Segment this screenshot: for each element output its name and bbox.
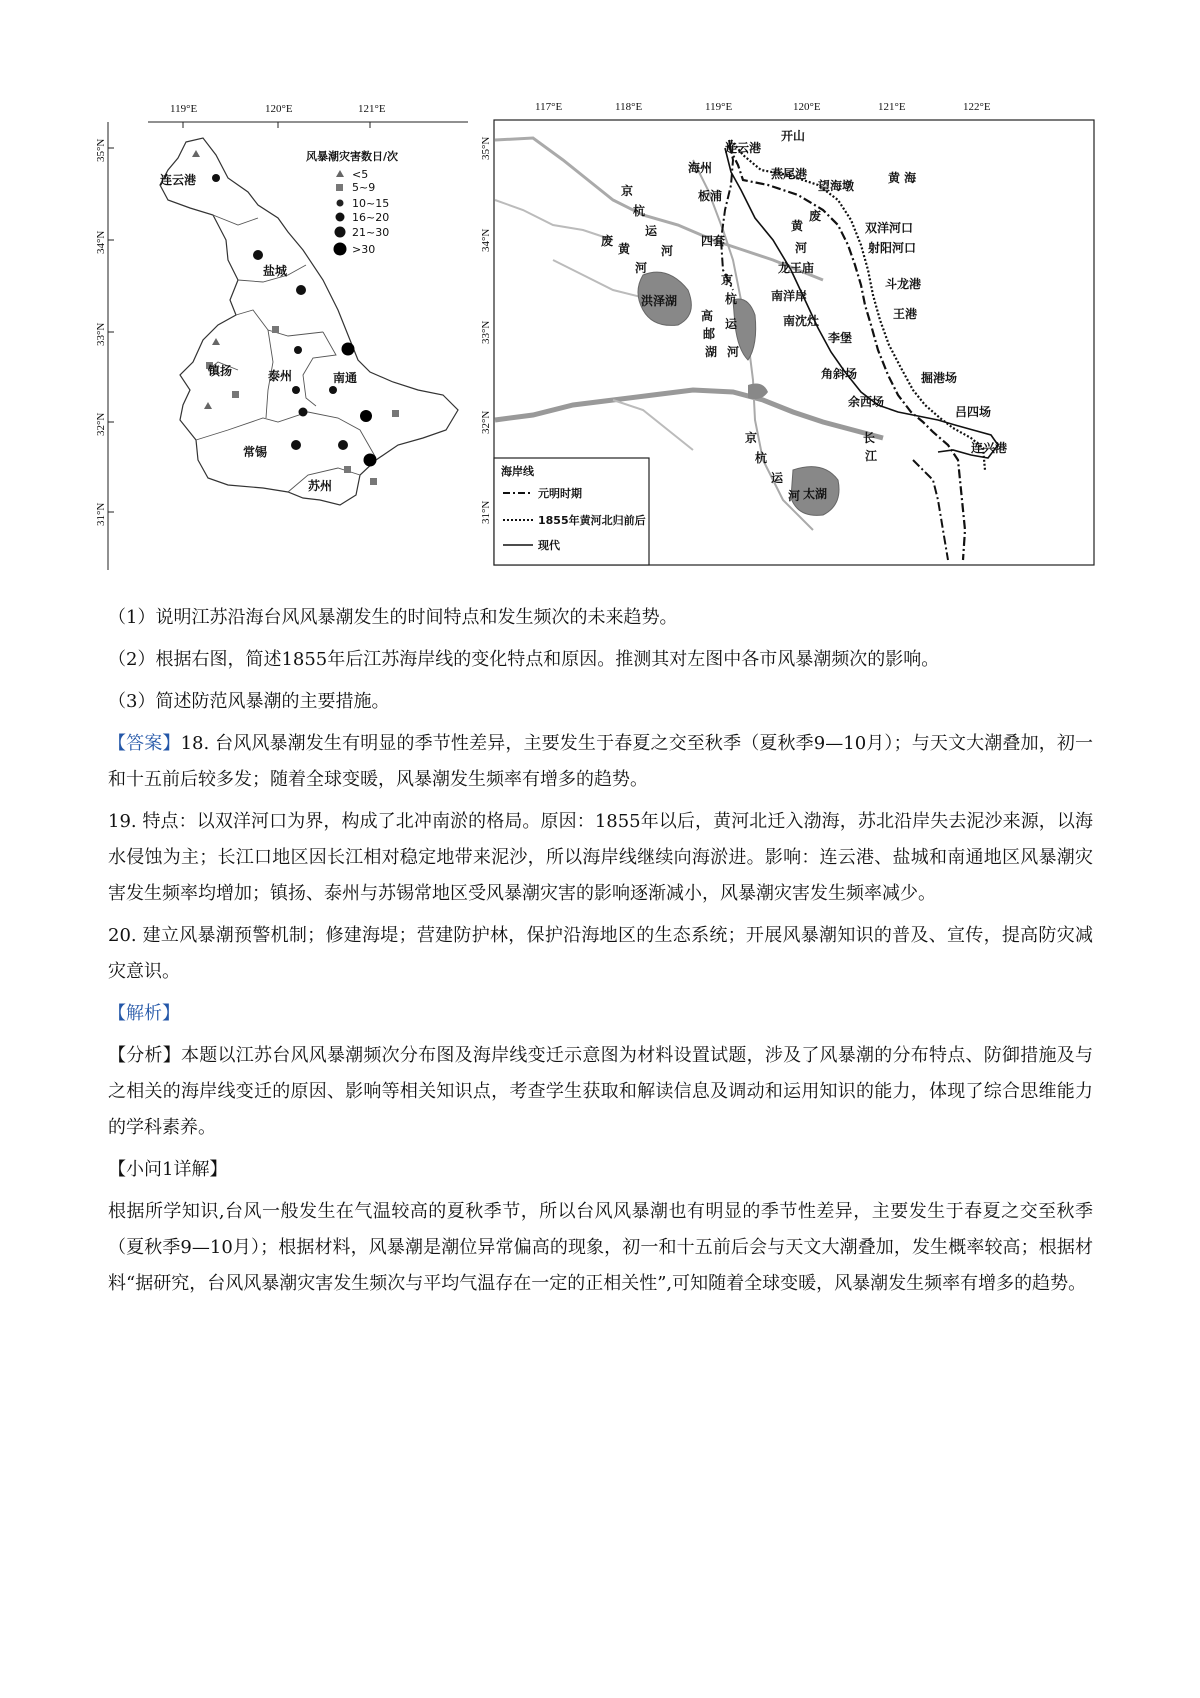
- label-lianxinggang: 连兴港: [971, 441, 1008, 455]
- lat-31: 31°N: [95, 502, 107, 526]
- svg-text:运: 运: [645, 224, 658, 238]
- svg-text:京: 京: [745, 431, 758, 445]
- sub-question-1-text: 根据所学知识,台风一般发生在气温较高的夏秋季节，所以台风风暴潮也有明显的季节性差异，主要发生于春夏之交至秋季（夏秋季9—10月）；根据材料，风暴潮是潮位异常偏高的现象，初一和十五前后会与天文大潮叠加，发生概率较高；根据材料“据研究，台风风暴潮灾害发生频次与平均气温存在一定的正相关性”,可知随着全球变暖，风暴潮发生频率有增多的趋势。: [108, 1201, 1093, 1294]
- left-map-storm-surge: [95, 100, 473, 580]
- legend-modern: 现代: [538, 539, 560, 552]
- analysis-label: 【解析】: [108, 1003, 180, 1024]
- label-sheyang: 射阳河口: [868, 241, 917, 255]
- svg-text:杭: 杭: [633, 204, 646, 218]
- svg-text:河: 河: [661, 244, 674, 258]
- label-jiang: 江: [865, 449, 878, 463]
- label-haizhou: 海州: [688, 161, 713, 175]
- lat-32-r: 32°N: [480, 410, 492, 434]
- label-libao: 李堡: [828, 331, 853, 345]
- label-kaishan: 开山: [781, 129, 806, 143]
- label-chang: 长: [863, 431, 876, 445]
- lon-119: 119°E: [705, 101, 733, 113]
- legend-yuanming: 元明时期: [538, 487, 582, 500]
- legend-lt5: <5: [352, 168, 369, 181]
- svg-text:河: 河: [727, 345, 740, 359]
- svg-text:河: 河: [788, 489, 801, 503]
- lon-121: 121°E: [878, 101, 906, 113]
- city-changxi: 常锡: [243, 445, 268, 459]
- answer-18-text: 18. 台风风暴潮发生有明显的季节性差异，主要发生于春夏之交至秋季（夏秋季9—10月）；与天文大潮叠加，初一和十五前后较多发；随着全球变暖，风暴潮发生频率有增多的趋势。: [108, 733, 1094, 790]
- question-1: （1）说明江苏沿海台风风暴潮发生的时间特点和发生频次的未来趋势。: [108, 607, 678, 628]
- legend-21-30: 21~30: [352, 226, 390, 239]
- lat-32: 32°N: [95, 412, 107, 436]
- lon-121: 121°E: [358, 103, 386, 115]
- label-taihu: 太湖: [803, 487, 828, 501]
- legend-10-15: 10~15: [352, 197, 390, 210]
- label-longwangmiao: 龙王庙: [778, 261, 815, 275]
- label-banpu: 板浦: [698, 189, 723, 203]
- answer-19: 19. 特点：以双洋河口为界，构成了北冲南淤的格局。原因：1855年以后，黄河北迁入渤海，苏北沿岸失去泥沙来源，以海水侵蚀为主；长江口地区因长江相对稳定地带来泥沙，所以海岸线继续向海淤进。影响：连云港、盐城和南通地区风暴潮灾害发生频率均增加；镇扬、泰州与苏锡常地区受风暴潮灾害的影响逐渐减小，风暴潮灾害发生频率减少。: [108, 811, 1093, 904]
- label-wanggang: 王港: [893, 307, 918, 321]
- answer-20: 20. 建立风暴潮预警机制；修建海堤；营建防护林，保护沿海地区的生态系统；开展风暴潮知识的普及、宣传，提高防灾减灾意识。: [108, 925, 1093, 982]
- right-map-svg: [480, 100, 1098, 580]
- city-suzhou: 苏州: [308, 479, 333, 493]
- svg-text:废: 废: [809, 209, 822, 223]
- label-lvsichang: 吕四场: [955, 405, 992, 419]
- lat-34-r: 34°N: [480, 228, 492, 252]
- city-yancheng: 盐城: [263, 264, 288, 278]
- label-yanweigang: 燕尾港: [771, 167, 808, 181]
- lon-120: 120°E: [793, 101, 821, 113]
- legend-16-20: 16~20: [352, 211, 390, 224]
- svg-text:杭: 杭: [755, 451, 768, 465]
- label-yuxichang: 余西场: [848, 395, 885, 409]
- city-zhenyang: 镇扬: [208, 364, 233, 378]
- svg-text:黄: 黄: [618, 242, 631, 256]
- legend-gt30: >30: [352, 243, 376, 256]
- figure-maps: [95, 100, 1098, 580]
- lon-122: 122°E: [963, 101, 991, 113]
- lat-35-r: 35°N: [480, 136, 492, 160]
- answer-label: 【答案】: [108, 733, 181, 754]
- lat-34: 34°N: [95, 230, 107, 254]
- label-hongzehu: 洪泽湖: [641, 294, 678, 308]
- legend-5-9: 5~9: [352, 181, 376, 194]
- lon-119: 119°E: [170, 103, 198, 115]
- lon-120: 120°E: [265, 103, 293, 115]
- city-lianyungang: 连云港: [160, 173, 197, 187]
- lat-33: 33°N: [95, 322, 107, 346]
- lat-33-r: 33°N: [480, 320, 492, 344]
- label-nanshenzao: 南沈灶: [783, 314, 820, 328]
- svg-text:运: 运: [771, 471, 784, 485]
- svg-text:京: 京: [621, 184, 634, 198]
- city-nantong: 南通: [333, 371, 358, 385]
- left-map-svg: [95, 100, 473, 580]
- right-map-coastline: [480, 100, 1098, 580]
- left-legend-title: 风暴潮灾害数日/次: [306, 150, 399, 163]
- label-shuangyang: 双洋河口: [865, 221, 914, 235]
- question-2: （2）根据右图，简述1855年后江苏海岸线的变化特点和原因。推测其对左图中各市风暴潮频次的影响。: [108, 649, 940, 670]
- lon-117: 117°E: [535, 101, 563, 113]
- label-juegangchang: 掘港场: [921, 371, 958, 385]
- svg-text:湖: 湖: [705, 345, 718, 359]
- label-doulonggang: 斗龙港: [885, 277, 922, 291]
- label-nanyangan: 南洋岸: [771, 289, 808, 303]
- svg-text:运: 运: [725, 317, 738, 331]
- svg-text:黄: 黄: [791, 219, 804, 233]
- question-3: （3）简述防范风暴潮的主要措施。: [108, 691, 390, 712]
- label-wanghaidun: 望海墩: [818, 179, 855, 193]
- svg-text:高: 高: [701, 309, 714, 323]
- lat-35: 35°N: [95, 138, 107, 162]
- lat-31-r: 31°N: [480, 500, 492, 524]
- document-body: [108, 600, 1093, 1308]
- lon-118: 118°E: [615, 101, 643, 113]
- svg-text:废: 废: [601, 234, 614, 248]
- svg-text:京: 京: [721, 273, 734, 287]
- label-huanghai: 黄 海: [888, 171, 917, 185]
- svg-text:邮: 邮: [703, 327, 716, 341]
- sub-question-1-title: 【小问1详解】: [108, 1159, 228, 1180]
- svg-text:河: 河: [795, 241, 808, 255]
- label-sitao: 四套: [701, 234, 726, 248]
- svg-text:杭: 杭: [725, 292, 738, 306]
- analysis-text: 【分析】本题以江苏台风风暴潮频次分布图及海岸线变迁示意图为材料设置试题，涉及了风暴潮的分布特点、防御措施及与之相关的海岸线变迁的原因、影响等相关知识点，考查学生获取和解读信息及调动和运用知识的能力，体现了综合思维能力的学科素养。: [108, 1045, 1093, 1138]
- svg-text:河: 河: [635, 261, 648, 275]
- label-jiaoxiechang: 角斜场: [821, 367, 858, 381]
- answer-18: [108, 726, 1093, 798]
- right-legend-title: 海岸线: [501, 465, 534, 478]
- label-lianyungang: 连云港: [725, 141, 762, 155]
- city-taizhou: 泰州: [268, 369, 293, 383]
- legend-1855: 1855年黄河北归前后: [538, 514, 646, 527]
